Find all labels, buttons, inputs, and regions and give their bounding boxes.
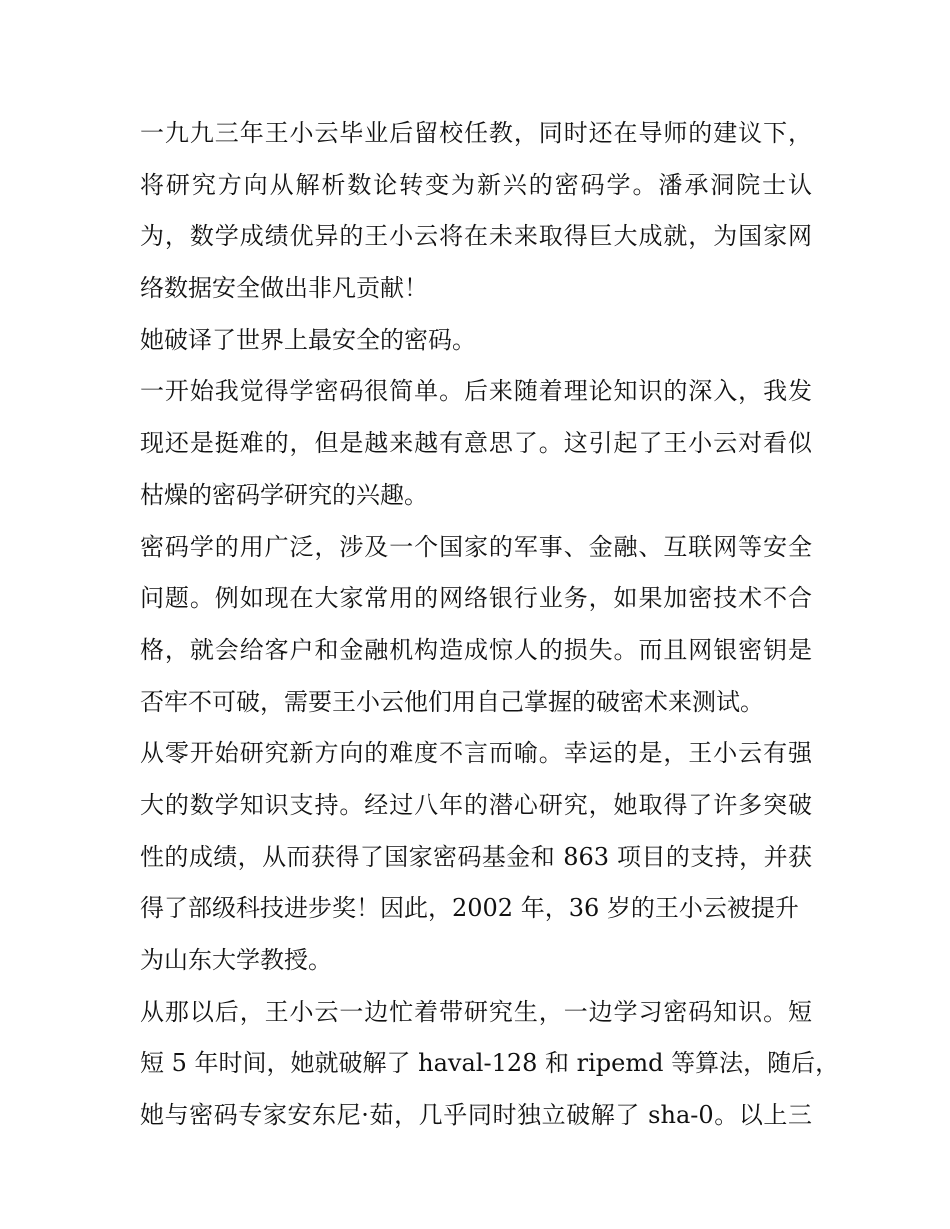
text-line: 她与密码专家安东尼·茹，几乎同时独立破解了 sha-0。以上三 [140, 1101, 812, 1130]
text-line: 问题。例如现在大家常用的网络银行业务，如果加密技术不合 [140, 584, 812, 613]
text-line: 她破译了世界上最安全的密码。 [140, 325, 476, 354]
text-line: 从零开始研究新方向的难度不言而喻。幸运的是，王小云有强 [140, 739, 812, 768]
text-line: 将研究方向从解析数论转变为新兴的密码学。潘承洞院士认 [140, 170, 812, 199]
paragraph-2 [140, 315, 812, 367]
text-line: 一九九三年王小云毕业后留校任教，同时还在导师的建议下， [140, 119, 812, 147]
text-line: 格，就会给客户和金融机构造成惊人的损失。而且网银密钥是 [140, 635, 812, 664]
paragraph-6 [140, 987, 840, 1142]
text-line: 为，数学成绩优异的王小云将在未来取得巨大成就，为国家网 [140, 222, 812, 251]
text-line: 一开始我觉得学密码很简单。后来随着理论知识的深入，我发 [140, 377, 812, 406]
text-line: 从那以后，王小云一边忙着带研究生，一边学习密码知识。短 [140, 997, 812, 1026]
paragraph-1 [140, 108, 812, 315]
paragraph-3 [140, 366, 812, 521]
text-line: 性的成绩，从而获得了国家密码基金和 863 项目的支持，并获 [140, 842, 812, 871]
text-line: 为山东大学教授。 [140, 946, 332, 974]
text-line: 络数据安全做出非凡贡献！ [140, 274, 428, 303]
text-line: 密码学的用广泛，涉及一个国家的军事、金融、互联网等安全 [140, 532, 812, 561]
text-line: 得了部级科技进步奖！因此，2002 年，36 岁的王小云被提升 [140, 894, 799, 923]
text-line: 短 5 年时间，她就破解了 haval-128 和 ripemd 等算法，随后， [140, 1049, 840, 1078]
text-line: 否牢不可破，需要王小云他们用自己掌握的破密术来测试。 [140, 687, 764, 716]
document-body [140, 108, 840, 1142]
paragraph-4 [140, 522, 812, 729]
text-line: 现还是挺难的，但是越来越有意思了。这引起了王小云对看似 [140, 429, 812, 458]
paragraph-5 [140, 728, 812, 986]
text-line: 枯燥的密码学研究的兴趣。 [140, 480, 428, 509]
text-line: 大的数学知识支持。经过八年的潜心研究，她取得了许多突破 [140, 790, 812, 819]
